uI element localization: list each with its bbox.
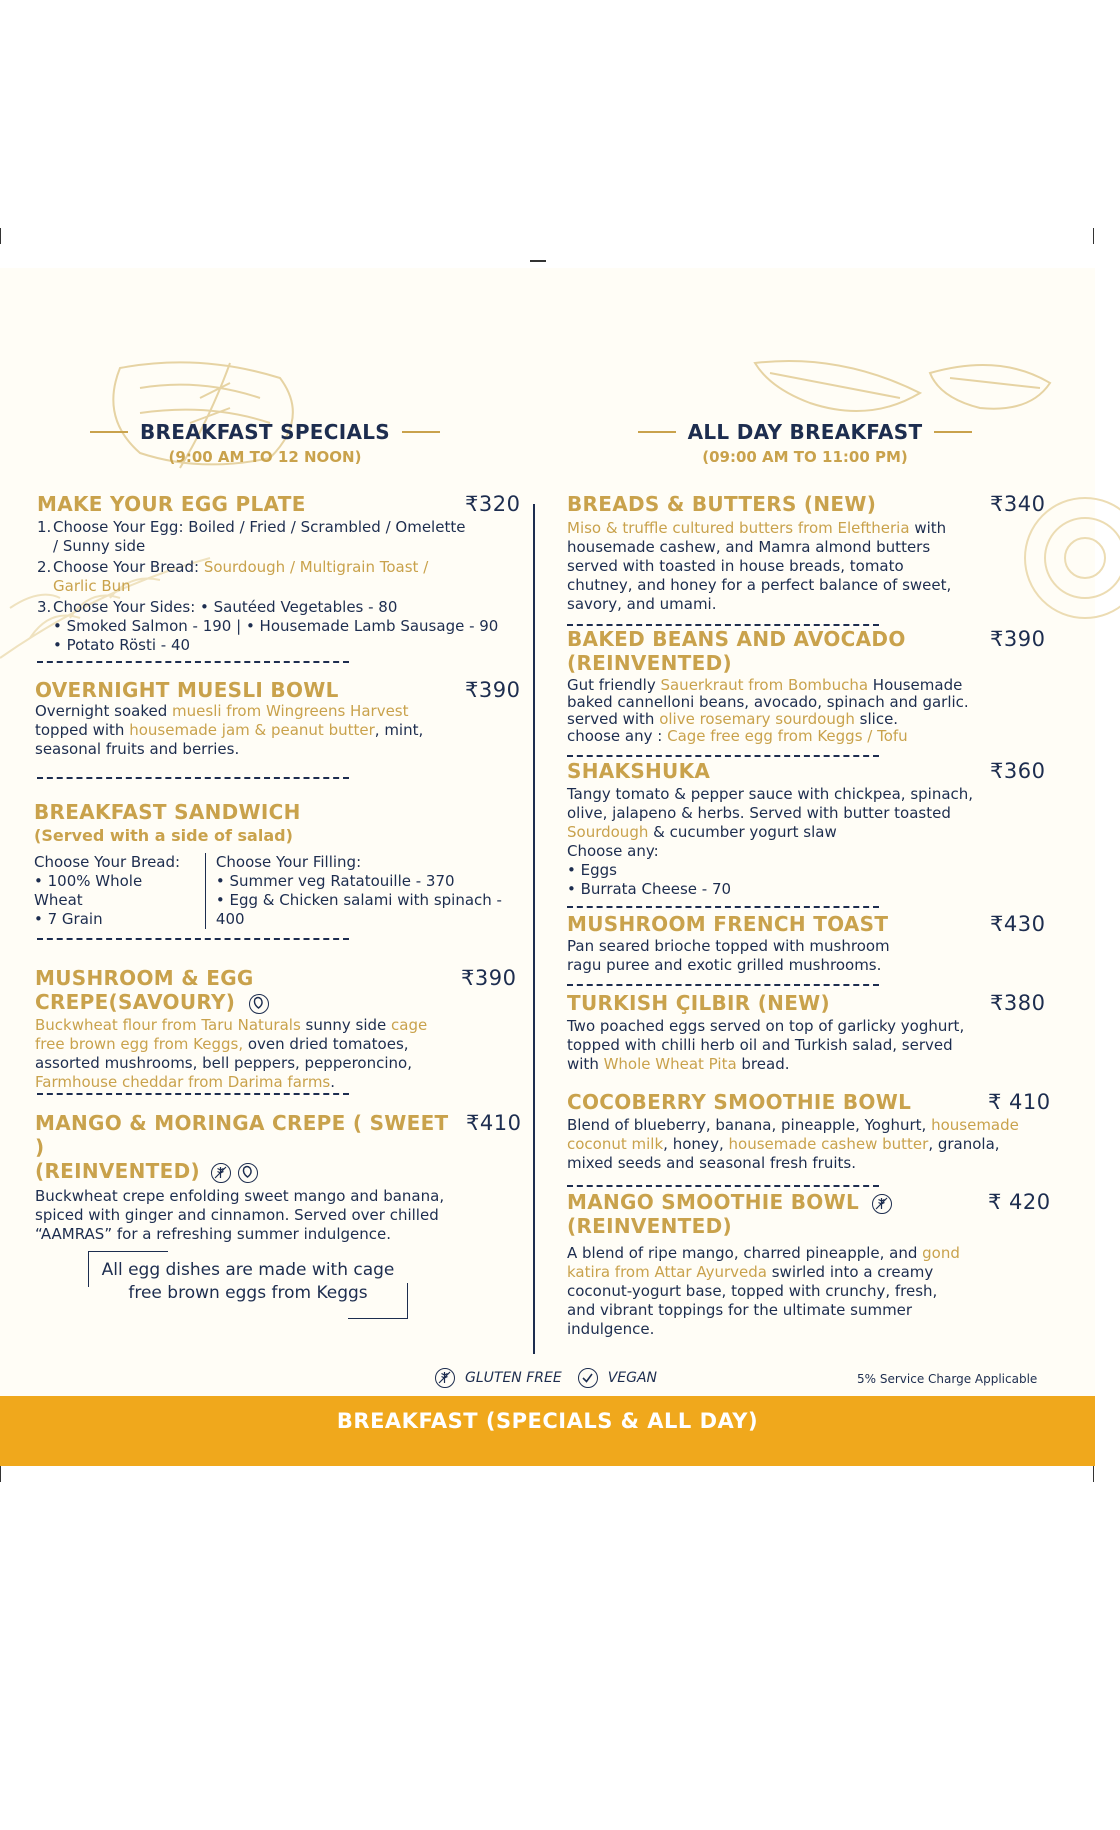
item-name: COCOBERRY SMOOTHIE BOWL: [567, 1090, 912, 1114]
item-price: ₹360: [990, 759, 1046, 783]
item-description: Overnight soaked muesli from Wingreens Harvest topped with housemade jam & peanut butter, mint, seasonal fruits and berries.: [35, 702, 424, 758]
item-name: OVERNIGHT MUESLI BOWL: [35, 678, 339, 702]
item-description: Pan seared brioche topped with mushroom ragu puree and exotic grilled mushrooms.: [567, 937, 890, 974]
menu-item-muesli: [35, 678, 445, 759]
section-hours: (09:00 AM TO 11:00 PM): [702, 448, 908, 466]
egg-source-note: All egg dishes are made with cage free brown eggs from Keggs: [88, 1251, 408, 1319]
item-name: BREAKFAST SANDWICH: [34, 800, 301, 824]
menu-item-egg-plate: [37, 492, 527, 655]
crop-mark: [1093, 1466, 1094, 1482]
gluten-free-icon: [872, 1194, 892, 1214]
item-separator: [567, 624, 879, 626]
item-description: Two poached eggs served on top of garlicky yoghurt, topped with chilli herb oil and Turkish salad, served with Whole Wheat Pita bread.: [567, 1017, 965, 1073]
item-separator: [567, 984, 879, 986]
item-name: MANGO & MORINGA CREPE ( SWEET ): [35, 1111, 449, 1159]
breakfast-specials-header: [60, 420, 470, 466]
menu-item-mango-crepe: [35, 1111, 455, 1244]
item-separator: [37, 938, 349, 940]
menu-item-breads-butters: [567, 492, 967, 614]
crop-mark: [530, 260, 546, 262]
section-hours: (9:00 AM TO 12 NOON): [168, 448, 362, 466]
item-price: ₹390: [990, 627, 1046, 651]
item-description: Buckwheat crepe enfolding sweet mango and banana, spiced with ginger and cinnamon. Served over chilled “AAMRAS” for a refreshing summer indulgence.: [35, 1187, 445, 1243]
menu-item-turkish-cilbir: [567, 991, 967, 1074]
item-price: ₹320: [465, 492, 521, 516]
item-name: SHAKSHUKA: [567, 759, 711, 783]
item-price: ₹390: [465, 678, 521, 702]
item-name-line2: (REINVENTED): [567, 651, 732, 675]
item-separator: [37, 777, 349, 779]
menu-item-french-toast: [567, 912, 947, 975]
item-name-line2: (REINVENTED): [35, 1159, 455, 1183]
item-price: ₹390: [461, 966, 517, 990]
gluten-free-icon: [435, 1368, 455, 1388]
all-day-breakfast-header: [600, 420, 1010, 466]
item-name: MANGO SMOOTHIE BOWL: [567, 1190, 977, 1214]
menu-item-baked-beans: [567, 627, 987, 745]
item-name: MAKE YOUR EGG PLATE: [37, 492, 306, 516]
item-description: Tangy tomato & pepper sauce with chickpea, spinach, olive, jalapeno & herbs. Served with butter toasted Sourdough & cucumber yogurt slaw Choose any: • Eggs • Burrata Cheese - 70: [567, 785, 974, 898]
column-divider: [533, 504, 535, 1354]
item-description: Miso & truffle cultured butters from Eleftheria with housemade cashew, and Mamra almond butters served with toasted in house breads, tomato chutney, and honey for a perfect balance of sweet, savory, and umami.: [567, 519, 952, 613]
section-title: BREAKFAST SPECIALS: [139, 420, 390, 444]
item-separator: [37, 661, 349, 663]
item-price: ₹380: [990, 991, 1046, 1015]
item-name: MUSHROOM & EGG CREPE(SAVOURY): [35, 966, 435, 1014]
menu-item-mushroom-crepe: [35, 966, 435, 1092]
item-description: Buckwheat flour from Taru Naturals sunny side cage free brown egg from Keggs, oven dried tomatoes, assorted mushrooms, bell peppers, pepperoncino, Farmhouse cheddar from Darima farms.: [35, 1016, 428, 1091]
service-charge-note: 5% Service Charge Applicable: [857, 1372, 1038, 1386]
item-name: BAKED BEANS AND AVOCADO: [567, 627, 906, 651]
menu-item-breakfast-sandwich: [34, 800, 534, 929]
item-description: Blend of blueberry, banana, pineapple, Yoghurt, housemade coconut milk, honey, housemade cashew butter, granola, mixed seeds and seasonal fresh fruits.: [567, 1116, 1019, 1172]
vegan-icon: [578, 1368, 598, 1388]
item-name: BREADS & BUTTERS (NEW): [567, 492, 877, 516]
item-price: ₹340: [990, 492, 1046, 516]
item-name: MUSHROOM FRENCH TOAST: [567, 912, 889, 936]
menu-item-cocoberry-bowl: [567, 1090, 1042, 1173]
plate-sketch-decoration: [1010, 498, 1120, 628]
legend-gluten-free: GLUTEN FREE: [465, 1370, 562, 1386]
item-name: TURKISH ÇILBIR (NEW): [567, 991, 830, 1015]
item-price: ₹410: [466, 1111, 522, 1135]
menu-item-mango-smoothie-bowl: [567, 1190, 977, 1339]
section-title: ALL DAY BREAKFAST: [687, 420, 923, 444]
crop-mark: [0, 1466, 1, 1482]
gluten-free-icon: [211, 1163, 231, 1183]
menu-item-shakshuka: [567, 759, 977, 899]
item-separator: [567, 1185, 879, 1187]
sides-choice: 3. Choose Your Sides: • Sautéed Vegetables - 80 • Smoked Salmon - 190 | • Housemade Lamb Sausage - 90 • Potato Rösti - 40: [37, 598, 499, 654]
item-description: Gut friendly Sauerkraut from Bombucha Housemade baked cannelloni beans, avocado, spinach and garlic. served with olive rosemary sourdough slice. choose any : Cage free egg from Keggs / Tofu: [567, 676, 969, 745]
item-description: A blend of ripe mango, charred pineapple, and gond katira from Attar Ayurveda swirled into a creamy coconut-yogurt base, topped with crunchy, fresh, and vibrant toppings for the ultimate summer indulgence.: [567, 1244, 960, 1338]
dietary-legend: [435, 1368, 657, 1388]
bread-choice: 2. Choose Your Bread: Sourdough / Multigrain Toast / Garlic Bun: [37, 558, 429, 595]
item-subtitle: (Served with a side of salad): [34, 826, 293, 845]
egg-choice: 1. Choose Your Egg: Boiled / Fried / Scrambled / Omelette / Sunny side: [37, 518, 466, 555]
item-name-line2: (REINVENTED): [567, 1214, 732, 1238]
item-price: ₹ 410: [988, 1090, 1051, 1114]
item-separator: [37, 1093, 349, 1095]
item-price: ₹430: [990, 912, 1046, 936]
vegan-icon: [238, 1163, 258, 1183]
crop-mark: [1093, 228, 1094, 244]
item-separator: [567, 755, 879, 757]
legend-vegan: VEGAN: [607, 1370, 658, 1386]
menu-page: [0, 268, 1095, 1433]
vegan-icon: [249, 994, 269, 1014]
item-price: ₹ 420: [988, 1190, 1051, 1214]
crop-mark: [0, 228, 1, 244]
footer-banner: BREAKFAST (SPECIALS & ALL DAY): [0, 1396, 1095, 1466]
bread-options: Choose Your Bread: • 100% Whole Wheat • 7 Grain: [34, 853, 181, 928]
filling-options: Choose Your Filling: • Summer veg Ratatouille - 370 • Egg & Chicken salami with spinach - 400: [205, 853, 534, 929]
item-separator: [567, 906, 879, 908]
